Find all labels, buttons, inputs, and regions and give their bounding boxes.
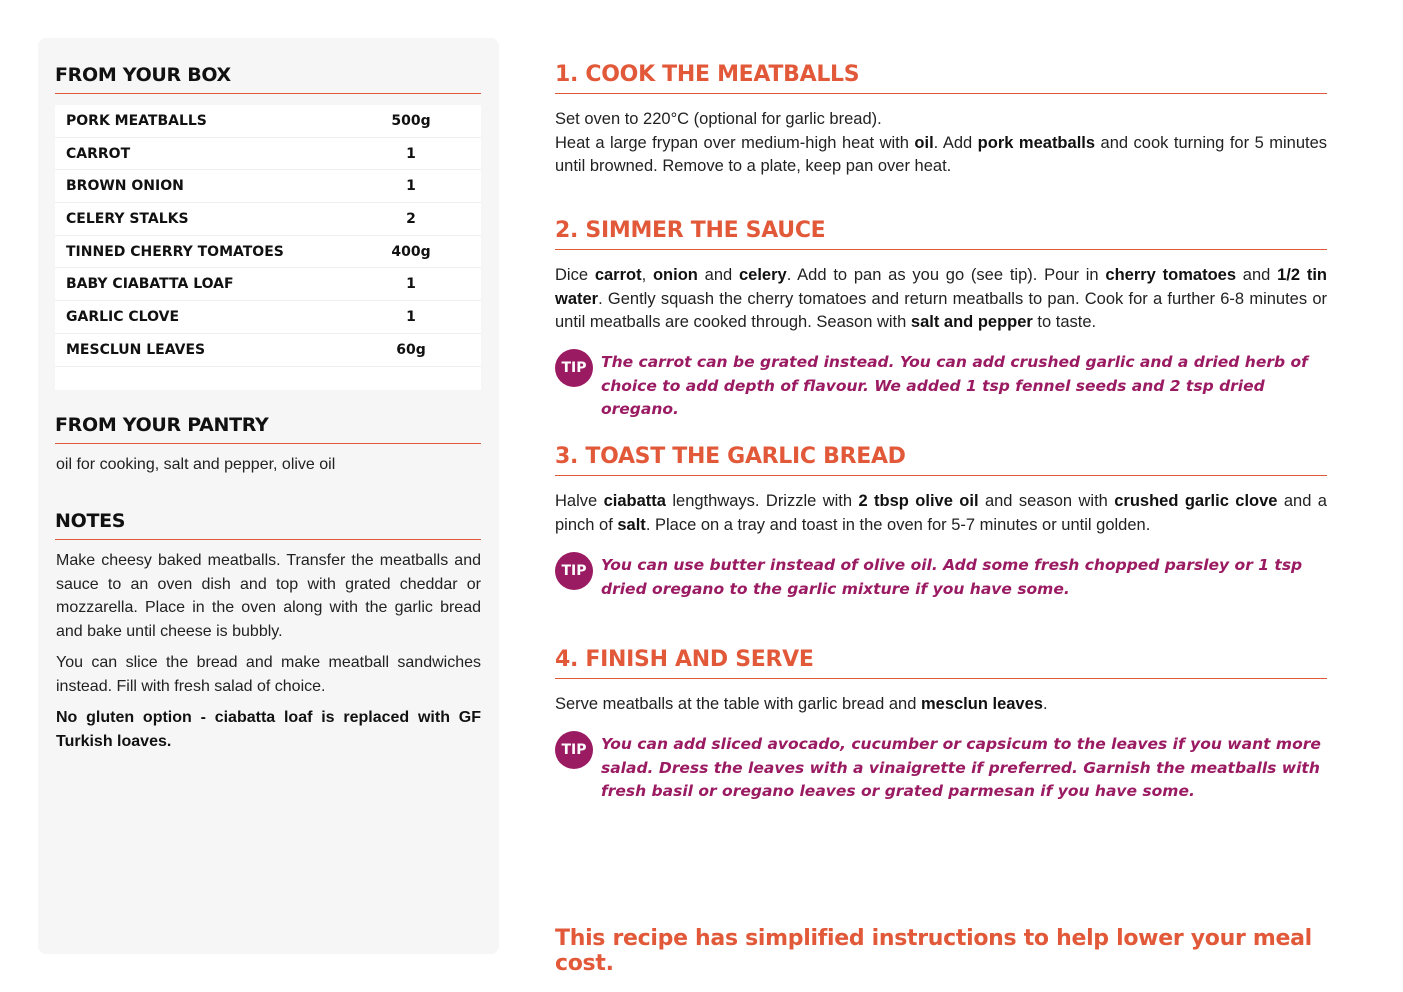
ingredient-name: PORK MEATBALLS: [66, 112, 207, 129]
tip-badge: TIP: [555, 349, 593, 387]
table-row: [55, 203, 481, 236]
ingredient-qty: 1: [406, 308, 416, 325]
tip-text: You can use butter instead of olive oil. Add some fresh chopped parsley or 1 tsp dried oregano to the garlic mixture if you have some.: [601, 556, 1303, 598]
tip-text: You can add sliced avocado, cucumber or capsicum to the leaves if you want more salad. Dress the leaves with a vinaigrette if preferred. Garnish the meatballs with fresh basil or oregano leaves or grated parmesan if you have some.: [601, 735, 1321, 800]
ingredient-name: BROWN ONION: [66, 178, 184, 195]
notes-heading: NOTES: [55, 510, 481, 540]
table-row: [55, 334, 481, 367]
notes-paragraph: You can slice the bread and make meatball sandwiches instead. Fill with fresh salad of choice.: [56, 654, 481, 695]
ingredient-name: TINNED CHERRY TOMATOES: [66, 243, 284, 260]
ingredient-qty: 2: [406, 210, 416, 227]
ingredients-table: [55, 105, 481, 390]
ingredient-name: MESCLUN LEAVES: [66, 341, 206, 358]
step-3-body: Halve ciabatta lengthways. Drizzle with 2 tbsp olive oil and season with crushed garlic clove and a pinch of salt. Place on a tray and toast in the oven for 5-7 minutes or until golden.: [555, 492, 1327, 534]
ingredient-name: GARLIC CLOVE: [66, 308, 180, 325]
tip-badge: TIP: [555, 731, 593, 769]
ingredient-qty: 1: [406, 178, 416, 195]
table-row: [55, 105, 481, 138]
notes-body: [56, 549, 481, 761]
step-2-body: Dice carrot, onion and celery. Add to pan as you go (see tip). Pour in cherry tomatoes and 1/2 tin water. Gently squash the cherry tomatoes and return meatballs to pan. Cook for a further 6-8 minutes or until meatballs are cooked through. Season with salt and pepper to taste.: [555, 266, 1327, 331]
step-4-heading: 4. FINISH AND SERVE: [555, 647, 1327, 679]
ingredient-qty: 500g: [391, 112, 431, 129]
ingredient-qty: 1: [406, 276, 416, 293]
step-1-body: Set oven to 220°C (optional for garlic bread). Heat a large frypan over medium-high heat with oil. Add pork meatballs and cook turning for 5 minutes until browned. Remove to a plate, keep pan over heat.: [555, 110, 1328, 175]
step-4-body: Serve meatballs at the table with garlic bread and mesclun leaves.: [555, 695, 1048, 713]
notes-paragraph: Make cheesy baked meatballs. Transfer the meatballs and sauce to an oven dish and top with grated cheddar or mozzarella. Place in the oven along with the garlic bread and bake until cheese is bubbly.: [56, 552, 481, 640]
step-1-heading: 1. COOK THE MEATBALLS: [555, 62, 1327, 94]
step-2-heading: 2. SIMMER THE SAUCE: [555, 218, 1327, 250]
ingredient-name: BABY CIABATTA LOAF: [66, 276, 234, 293]
ingredients-panel: [38, 38, 499, 954]
table-row: [55, 138, 481, 171]
table-row: [55, 268, 481, 301]
table-row: [55, 236, 481, 269]
ingredient-name: CARROT: [66, 145, 131, 162]
table-row: [55, 301, 481, 334]
from-your-pantry-heading: FROM YOUR PANTRY: [55, 414, 481, 444]
pantry-text: oil for cooking, salt and pepper, olive oil: [56, 456, 336, 473]
ingredient-qty: 60g: [396, 341, 426, 358]
tip-badge: TIP: [555, 552, 593, 590]
ingredient-name: CELERY STALKS: [66, 210, 189, 227]
table-row: [55, 170, 481, 203]
ingredient-qty: 400g: [391, 243, 431, 260]
cost-saving-footer: This recipe has simplified instructions to help lower your meal cost.: [555, 926, 1312, 976]
tip-text: The carrot can be grated instead. You can add crushed garlic and a dried herb of choice to add depth of flavour. We added 1 tsp fennel seeds and 2 tsp dried oregano.: [601, 353, 1308, 418]
ingredient-qty: 1: [406, 145, 416, 162]
gluten-free-note: No gluten option - ciabatta loaf is replaced with GF Turkish loaves.: [56, 709, 481, 750]
from-your-box-heading: FROM YOUR BOX: [55, 64, 481, 94]
step-3-heading: 3. TOAST THE GARLIC BREAD: [555, 444, 1327, 476]
